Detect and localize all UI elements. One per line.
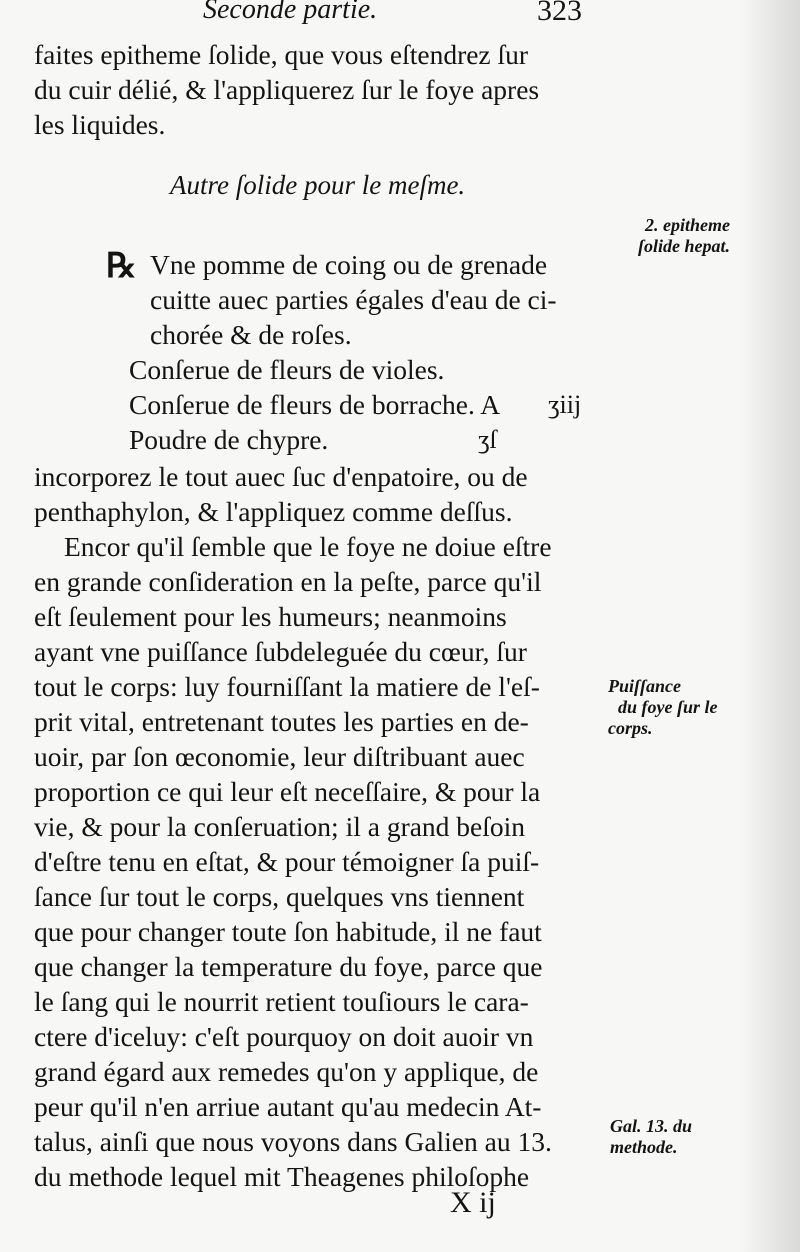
body-line: peur qu'il n'en arriue autant qu'au medecin At- <box>34 1091 542 1122</box>
body-line: eſt ſeulement pour les humeurs; neanmoins <box>34 601 507 632</box>
intro-line: les liquides. <box>34 109 166 140</box>
recipe-line: Poudre de chypre. <box>129 424 329 455</box>
body-line: que pour changer toute ſon habitude, il ne faut <box>34 916 542 947</box>
recipe-line: Vne pomme de coing ou de grenade <box>150 249 548 280</box>
body-line: le ſang qui le nourrit retient touſiours le cara- <box>34 986 529 1017</box>
body-line: talus, ainſi que nous voyons dans Galien au 13. <box>34 1126 552 1157</box>
body-line: que changer la temperature du foye, parce que <box>34 951 543 982</box>
recipe-line: Conſerue de fleurs de borrache. A <box>129 389 501 420</box>
margin-note-line: Puiſſance <box>608 676 681 696</box>
body-line: tout le corps: luy fourniſſant la matiere de l'eſ- <box>34 671 540 702</box>
body-line: incorporez le tout auec ſuc d'enpatoire, ou de <box>34 461 528 492</box>
body-line: Encor qu'il ſemble que le foye ne doiue eſtre <box>64 531 552 562</box>
body-line: prit vital, entretenant toutes les parties en de- <box>34 706 529 737</box>
margin-note-line: du foye ſur le <box>618 697 718 717</box>
body-line: penthaphylon, & l'appliquez comme deſſus. <box>34 496 513 527</box>
margin-note-line: methode. <box>610 1137 678 1157</box>
recipe-quantity: ʒiij <box>548 390 582 419</box>
recipe-quantity: ʒſ <box>478 425 497 454</box>
margin-note-epitheme <box>610 215 730 257</box>
body-line: proportion ce qui leur eſt neceſſaire, & pour la <box>34 776 541 807</box>
margin-note-line: 2. epitheme <box>645 215 730 235</box>
body-line: d'eſtre tenu en eſtat, & pour témoigner ſa puiſ- <box>34 846 540 877</box>
section-heading: Autre ſolide pour le meſme. <box>170 170 466 200</box>
intro-line: du cuir délié, & l'appliquerez ſur le foye apres <box>34 74 540 105</box>
signature-mark: X ij <box>450 1186 496 1219</box>
body-line: uoir, par ſon œconomie, leur diſtribuant auec <box>34 741 525 772</box>
body-line: grand égard aux remedes qu'on y applique, de <box>34 1056 539 1087</box>
recipe-line: Conſerue de fleurs de violes. <box>129 354 445 385</box>
recipe-symbol: ℞ <box>106 248 137 285</box>
body-line: ctere d'iceluy: c'eſt pourquoy on doit auoir vn <box>34 1021 534 1052</box>
body-line: ayant vne puiſſance ſubdeleguée du cœur, ſur <box>34 636 527 667</box>
body-line: du methode lequel mit Theagenes philoſophe <box>34 1161 530 1192</box>
margin-note-galien <box>610 1116 692 1158</box>
recipe-line: chorée & de roſes. <box>150 319 352 350</box>
running-header: Seconde partie. <box>203 0 378 25</box>
page-edge-shadow <box>740 0 800 1252</box>
body-line: vie, & pour la conſeruation; il a grand beſoin <box>34 811 526 842</box>
body-line: en grande conſideration en la peſte, parce qu'il <box>34 566 542 597</box>
margin-note-line: ſolide hepat. <box>638 236 730 256</box>
page-number: 323 <box>537 0 582 27</box>
intro-line: faites epitheme ſolide, que vous eſtendrez ſur <box>34 39 529 70</box>
body-line: ſance ſur tout le corps, quelques vns tiennent <box>34 881 525 912</box>
margin-note-line: Gal. 13. du <box>610 1116 693 1136</box>
recipe-line: cuitte auec parties égales d'eau de ci- <box>150 284 557 315</box>
margin-note-puissance <box>608 676 717 739</box>
margin-note-line: corps. <box>608 718 653 738</box>
